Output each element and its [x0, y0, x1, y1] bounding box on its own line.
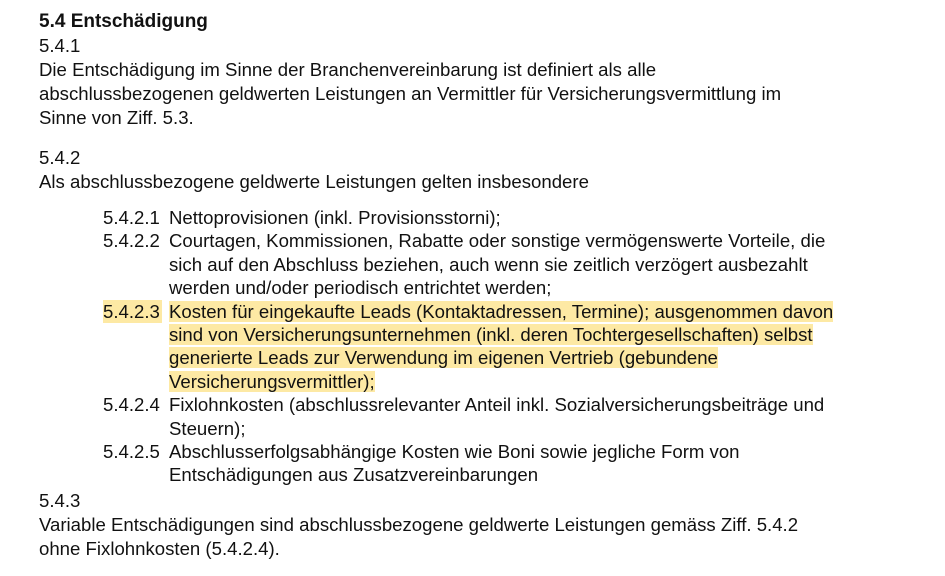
list-item-line: [169, 323, 919, 346]
list-item-highlighted: [103, 300, 919, 394]
spacer: [39, 130, 919, 146]
highlighted-text: generierte Leads zur Verwendung im eigenen Vertrieb (gebundene: [169, 347, 718, 369]
highlighted-text: sind von Versicherungsunternehmen (inkl. deren Tochtergesellschaften) selbst: [169, 324, 813, 346]
list-item-line: sich auf den Abschluss beziehen, auch wenn sie zeitlich verzögert ausbezahlt: [169, 253, 808, 275]
list-item-line: Steuern);: [169, 417, 246, 439]
highlighted-text: Kosten für eingekaufte Leads (Kontaktadressen, Termine); ausgenommen davon: [169, 300, 834, 322]
list-item-text: [169, 393, 919, 440]
list-item-line: Nettoprovisionen (inkl. Provisionsstorni);: [169, 207, 501, 228]
list-item-text: [169, 229, 919, 299]
paragraph-number: 5.4.3: [39, 489, 81, 511]
paragraph-number: 5.4.1: [39, 35, 81, 56]
paragraph-5-4-3: [39, 489, 919, 561]
list-item-number: 5.4.2.3: [103, 300, 160, 322]
list-item-line: Entschädigungen aus Zusatzvereinbarungen: [169, 464, 539, 486]
list-item-number: 5.4.2.1: [103, 207, 160, 228]
list-item-line: [169, 346, 919, 369]
list-item-line: Courtagen, Kommissionen, Rabatte oder sonstige vermögenswerte Vorteile, die: [169, 230, 826, 252]
list-item-line: Abschlusserfolgsabhängige Kosten wie Boni sowie jegliche Form von: [169, 441, 740, 463]
paragraph-number: 5.4.2: [39, 147, 81, 168]
paragraph-5-4-1: [39, 34, 919, 130]
paragraph-5-4-2: [39, 146, 919, 487]
list-item-line: [169, 370, 919, 393]
list-item-text: [169, 206, 919, 229]
paragraph-line: ohne Fixlohnkosten (5.4.2.4).: [39, 537, 280, 559]
list-item-line: Fixlohnkosten (abschlussrelevanter Anteil inkl. Sozialversicherungsbeiträge und: [169, 394, 825, 416]
list-item: [103, 206, 919, 229]
paragraph-line: abschlussbezogenen geldwerten Leistungen an Vermittler für Versicherungsvermittlung im: [39, 83, 782, 104]
list-item-number: 5.4.2.2: [103, 230, 160, 252]
list-item-number-cell: [103, 300, 169, 394]
list-item-text: [169, 300, 919, 394]
list-item-line: werden und/oder periodisch entrichtet werden;: [169, 277, 552, 299]
highlighted-text: Versicherungsvermittler);: [169, 370, 375, 392]
paragraph-line: Die Entschädigung im Sinne der Branchenvereinbarung ist definiert als alle: [39, 59, 657, 80]
list-item-number: 5.4.2.5: [103, 441, 160, 463]
list-item-text: [169, 440, 919, 487]
list-item: [103, 393, 919, 440]
list-item: [103, 229, 919, 299]
paragraph-line: Variable Entschädigungen sind abschlussbezogene geldwerte Leistungen gemäss Ziff. 5.4.2: [39, 513, 799, 535]
paragraph-line: Sinne von Ziff. 5.3.: [39, 107, 194, 128]
list-item-line: [169, 300, 919, 323]
document-page: [39, 10, 919, 561]
list-item-number: 5.4.2.4: [103, 394, 160, 416]
list-item: [103, 440, 919, 487]
paragraph-line: Als abschlussbezogene geldwerte Leistungen gelten insbesondere: [39, 171, 589, 192]
sub-item-list: [103, 206, 919, 487]
section-title: 5.4 Entschädigung: [39, 11, 208, 32]
